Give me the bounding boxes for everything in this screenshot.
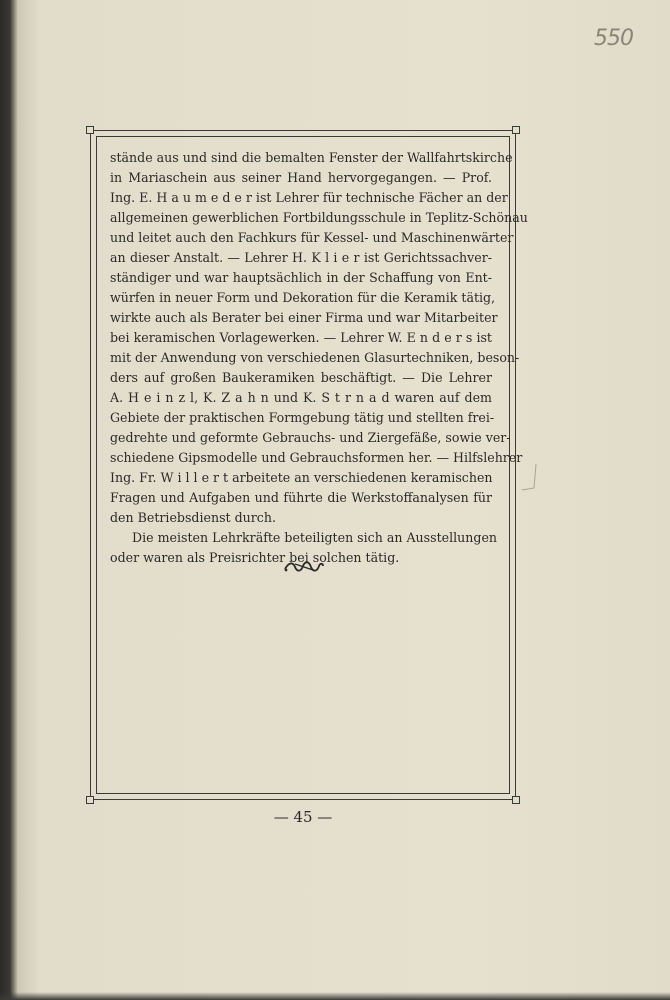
frame-corner-ornament bbox=[512, 796, 520, 804]
body-text bbox=[110, 148, 528, 568]
text-line: Gebiete der praktischen Formgebung tätig und stellten frei- bbox=[110, 410, 495, 425]
page-bottom-edge bbox=[0, 992, 670, 1000]
pencil-mark bbox=[520, 462, 540, 492]
text-line: Ing. E. H a u m e d e r ist Lehrer für technische Fächer an der bbox=[110, 190, 508, 205]
text-line: bei keramischen Vorlagewerken. — Lehrer W. E n d e r s ist bbox=[110, 330, 492, 345]
text-line: mit der Anwendung von verschiedenen Glasurtechniken, beson- bbox=[110, 350, 520, 365]
text-line: wirkte auch als Berater bei einer Firma und war Mitarbeiter bbox=[110, 310, 498, 325]
text-line: Fragen und Aufgaben und führte die Werkstoffanalysen für bbox=[110, 490, 492, 505]
text-line: an dieser Anstalt. — Lehrer H. K l i e r ist Gerichtssachver- bbox=[110, 250, 492, 265]
text-line: Die meisten Lehrkräfte beteiligten sich an Ausstellungen bbox=[132, 530, 498, 545]
paragraph-1 bbox=[110, 148, 528, 528]
text-line: allgemeinen gewerblichen Fortbildungsschule in Teplitz-Schönau bbox=[110, 210, 528, 225]
text-line: und leitet auch den Fachkurs für Kessel- und Maschinenwärter bbox=[110, 230, 514, 245]
text-line: gedrehte und geformte Gebrauchs- und Ziergefäße, sowie ver- bbox=[110, 430, 511, 445]
text-line: Ing. Fr. W i l l e r t arbeitete an verschiedenen keramischen bbox=[110, 470, 493, 485]
text-line: A. H e i n z l, K. Z a h n und K. S t r n a d waren auf dem bbox=[110, 390, 492, 405]
frame-corner-ornament bbox=[86, 126, 94, 134]
text-line: stände aus und sind die bemalten Fenster der Wallfahrtskirche bbox=[110, 150, 513, 165]
text-line: ständiger und war hauptsächlich in der Schaffung von Ent- bbox=[110, 270, 492, 285]
page-number: — 45 — bbox=[273, 808, 333, 826]
text-line: in Mariaschein aus seiner Hand hervorgegangen. — Prof. bbox=[110, 170, 492, 185]
flourish-ornament-icon bbox=[283, 560, 325, 574]
text-line: ders auf großen Baukeramiken beschäftigt. — Die Lehrer bbox=[110, 370, 492, 385]
frame-corner-ornament bbox=[512, 126, 520, 134]
text-line: schiedene Gipsmodelle und Gebrauchsformen her. — Hilfslehrer bbox=[110, 450, 523, 465]
frame-corner-ornament bbox=[86, 796, 94, 804]
text-line: würfen in neuer Form und Dekoration für die Keramik tätig, bbox=[110, 290, 496, 305]
text-line: oder waren als Preisrichter bei solchen tätig. bbox=[110, 550, 400, 565]
pencil-page-annotation: 550 bbox=[594, 26, 633, 51]
text-line: den Betriebsdienst durch. bbox=[110, 510, 276, 525]
